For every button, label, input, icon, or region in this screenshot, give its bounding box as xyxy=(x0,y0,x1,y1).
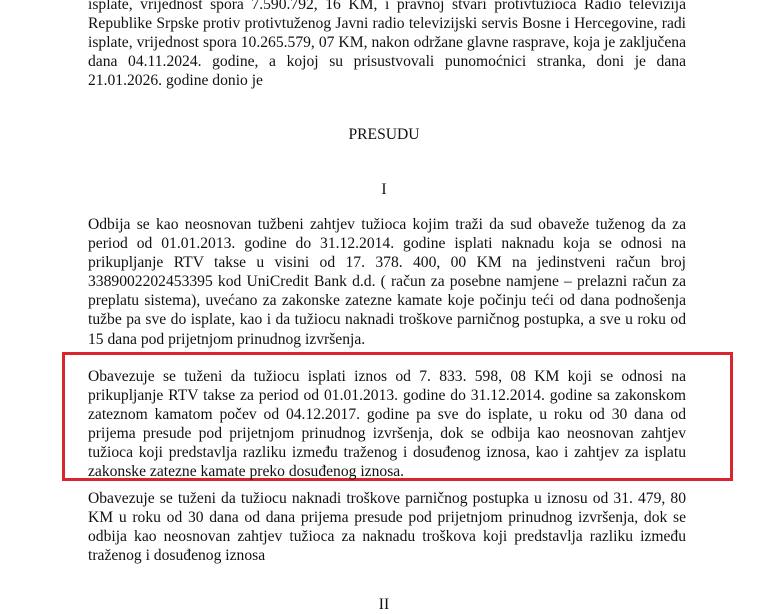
paragraph-3-line-4: traženog i dosuđenog iznosa xyxy=(88,547,266,565)
paragraph-2-line-2: prikupljanje RTV takse za period od 01.01.2013. godine do 31.12.2014. godine sa zakonskom xyxy=(88,387,686,405)
paragraph-2-line-3: zateznom kamatom počev od 04.12.2017. godine pa sve do isplate, u roku od 30 dana od xyxy=(88,406,686,424)
paragraph-2-line-4: prijema presude pod prijetnjom prinudnog izvršenja, dok se odbija kao neosnovan zahtjev xyxy=(88,425,686,443)
paragraph-1-line-1: Odbija se kao neosnovan tužbeni zahtjev tužioca kojim traži da sud obaveže tuženog da za xyxy=(88,216,686,233)
intro-line-3: isplate, vrijednost spora 10.265.579, 07 KM, nakon održane glavne rasprave, koja je zaključena xyxy=(88,34,686,52)
paragraph-2-line-1: Obavezuje se tuženi da tužiocu isplati iznos od 7. 833. 598, 08 KM koji se odnosi na xyxy=(88,368,686,385)
section-number-1: I xyxy=(381,181,387,198)
paragraph-1-line-7: 15 dana pod prijetnjom prinudnog izvršenja. xyxy=(88,330,366,348)
paragraph-1-line-2: period od 01.01.2013. godine do 31.12.2014. godine isplati naknadu koja se odnosi na xyxy=(88,235,686,253)
paragraph-1-line-3: prikupljanje RTV takse u visini od 17. 378. 400, 00 KM na jedinstveni račun broj xyxy=(88,254,686,272)
paragraph-1-line-5: preplatu sistema), uvećano za zakonske zatezne kamate koje počinju teći od dana podnošenja xyxy=(88,292,686,310)
paragraph-3-line-2: KM u roku od 30 dana od dana prijema presude pod prijetnjom prinudnog izvršenja, dok se xyxy=(88,509,686,527)
intro-paragraph xyxy=(88,0,686,90)
paragraph-3-line-1: Obavezuje se tuženi da tužiocu naknadi troškove parničnog postupka u iznosu od 31. 479, 80 xyxy=(88,490,686,507)
paragraph-2-line-5: tužioca koji predstavlja razliku između traženog i dosuđenog iznosa, kao i zahtjev za isplatu xyxy=(88,444,686,462)
intro-line-2: Republike Srpske protiv protivtuženog Javni radio televizijski servis Bosne i Hercegovine, radi xyxy=(88,15,686,33)
paragraph-costs xyxy=(88,489,686,565)
paragraph-obligation xyxy=(88,367,686,482)
verdict-heading: PRESUDU xyxy=(348,126,420,143)
intro-line-4: dana 04.11.2024. godine, a kojoj su prisustvovali punomoćnici stranka, doni je dana xyxy=(88,53,686,71)
paragraph-1-line-4: 3389002202453395 kod UniCredit Bank d.d. ( račun za posebne namjene – prelazni račun za xyxy=(88,273,686,291)
intro-line-5: 21.01.2026. godine donio je xyxy=(88,72,263,90)
section-number-2: II xyxy=(378,596,390,613)
intro-line-1: isplate, vrijednost spora 7.590.792, 16 KM, i pravnoj stvari protivtužioca Radio televizija xyxy=(88,0,686,13)
paragraph-1-line-6: tužbe pa sve do isplate, kao i da tužiocu naknadi troškove parničnog postupka, a sve u roku od xyxy=(88,311,686,329)
paragraph-2-line-6: zakonske zatezne kamate preko dosuđenog iznosa. xyxy=(88,463,405,481)
paragraph-3-line-3: odbija kao neosnovan zahtjev tužioca za naknadu troškova koji predstavlja razliku između xyxy=(88,528,686,546)
paragraph-dismissal xyxy=(88,215,686,349)
